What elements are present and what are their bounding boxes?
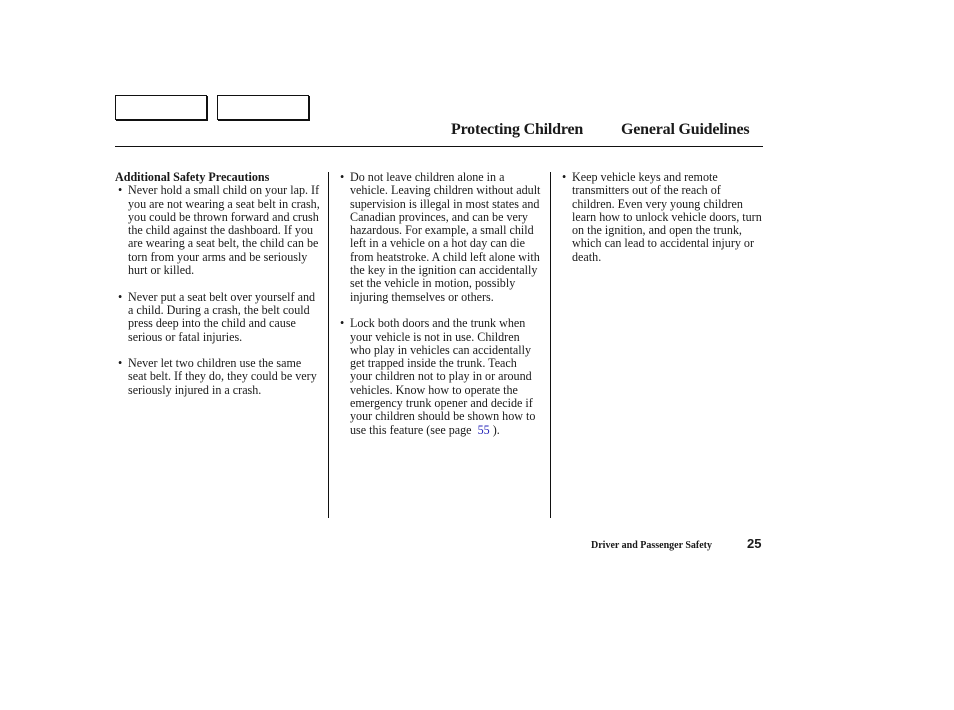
- bullet-icon: •: [340, 170, 345, 184]
- list-item: [339, 171, 541, 304]
- list-item-text: Lock both doors and the trunk when your vehicle is not in use. Children who play in vehicles can accidentally get trapped inside the trunk. Teach your children not to play in or around vehicles. Know how to operate the emergency trunk opener and decide if your children should be shown how to use this feature (see page: [350, 316, 536, 437]
- bullet-list: [561, 171, 763, 264]
- bullet-list: [339, 171, 541, 437]
- list-item: [115, 184, 321, 277]
- page-number: 25: [747, 536, 762, 551]
- bullet-icon: •: [118, 183, 123, 198]
- nav-button-table-of-contents[interactable]: [217, 95, 309, 120]
- bullet-list: [115, 184, 321, 397]
- list-item-text: Never put a seat belt over yourself and a child. During a crash, the belt could press deep into the child and cause serious or fatal injuries.: [128, 289, 316, 344]
- list-item-text-end: ).: [492, 422, 500, 437]
- column-divider: [550, 172, 551, 518]
- footer-section-name: Driver and Passenger Safety: [591, 540, 713, 551]
- content-column-3: [561, 171, 763, 277]
- bullet-icon: •: [118, 356, 123, 371]
- list-item-text: Do not leave children alone in a vehicle. Leaving children without adult supervision is illegal in most states and Canadian provinces, and can be very hazardous. For example, a small child left in a vehicle on a hot day can die from heatstroke. A child left alone with the key in the ignition can accidentally set the vehicle in motion, possibly injuring themselves or others.: [350, 170, 541, 304]
- content-column-1: [115, 171, 321, 410]
- chapter-title: General Guidelines: [621, 121, 750, 138]
- content-column-2: [339, 171, 541, 450]
- list-item-text: Keep vehicle keys and remote transmitters out of the reach of children. Even very young children learn how to unlock vehicle doors, turn on the ignition, and open the trunk, which can lead to accidental injury or death.: [572, 170, 762, 264]
- section-heading: Additional Safety Precautions: [115, 170, 270, 184]
- bullet-icon: •: [118, 289, 123, 304]
- list-item-text: Never let two children use the same seat belt. If they do, they could be very seriously injured in a crash.: [128, 356, 317, 397]
- header-rule: [115, 146, 763, 147]
- nav-button-main-menu[interactable]: [115, 95, 207, 120]
- list-item-text: Never hold a small child on your lap. If you are not wearing a seat belt in crash, you could be thrown forward and crush the child against the dashboard. If you are wearing a seat belt, the child can be torn from your arms and be seriously hurt or killed.: [128, 183, 320, 278]
- list-item: [115, 357, 321, 397]
- list-item: [115, 291, 321, 344]
- list-item: [561, 171, 763, 264]
- page-reference-link[interactable]: 55: [477, 422, 490, 437]
- column-divider: [328, 172, 329, 518]
- bullet-icon: •: [340, 316, 345, 331]
- list-item: [339, 317, 541, 437]
- bullet-icon: •: [562, 170, 567, 184]
- section-title: Protecting Children: [451, 121, 584, 138]
